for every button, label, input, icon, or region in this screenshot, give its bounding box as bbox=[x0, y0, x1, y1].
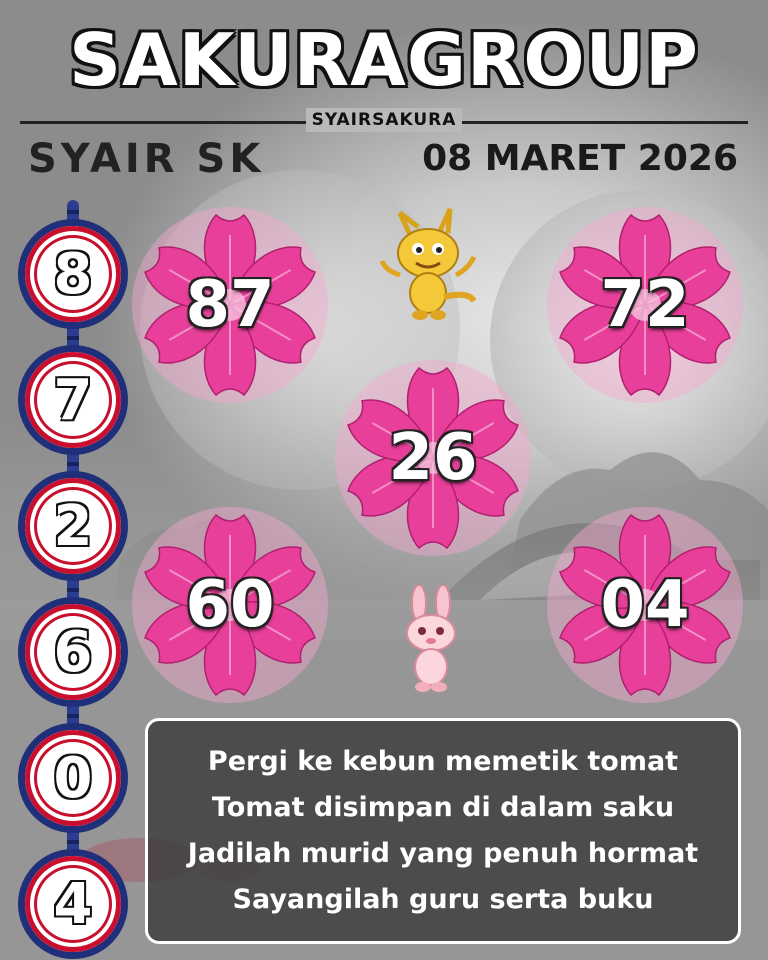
syair-label: SYAIR SK bbox=[28, 136, 265, 182]
poem-line: Sayangilah guru serta buku bbox=[232, 884, 654, 915]
date-label: 08 MARET 2026 bbox=[422, 138, 738, 179]
poem-line: Pergi ke kebun memetik tomat bbox=[207, 746, 679, 777]
rabbit-mascot-icon bbox=[395, 585, 470, 695]
number-ball: 4 bbox=[25, 856, 121, 952]
number-ball: 7 bbox=[25, 352, 121, 448]
flower-top-left bbox=[130, 205, 330, 405]
number-ball: 6 bbox=[25, 604, 121, 700]
poem-line: Tomat disimpan di dalam saku bbox=[211, 792, 675, 823]
brand-title: SAKURAGROUP bbox=[69, 18, 699, 102]
number-ball: 8 bbox=[25, 226, 121, 322]
flower-number: 04 bbox=[600, 568, 690, 642]
flower-number: 60 bbox=[185, 568, 275, 642]
flower-center bbox=[333, 358, 533, 558]
flower-top-right bbox=[545, 205, 745, 405]
poem-line: Jadilah murid yang penuh hormat bbox=[187, 838, 699, 869]
flower-number: 72 bbox=[600, 268, 690, 342]
tagline-wrap bbox=[0, 108, 768, 132]
flower-number: 26 bbox=[388, 421, 478, 495]
number-ball: 0 bbox=[25, 730, 121, 826]
number-ball: 2 bbox=[25, 478, 121, 574]
flower-bottom-right bbox=[545, 505, 745, 705]
flower-number: 87 bbox=[185, 268, 275, 342]
poem-box bbox=[145, 718, 741, 944]
flower-bottom-left bbox=[130, 505, 330, 705]
dragon-mascot-icon bbox=[380, 205, 480, 325]
tagline: SYAIRSAKURA bbox=[306, 108, 463, 132]
